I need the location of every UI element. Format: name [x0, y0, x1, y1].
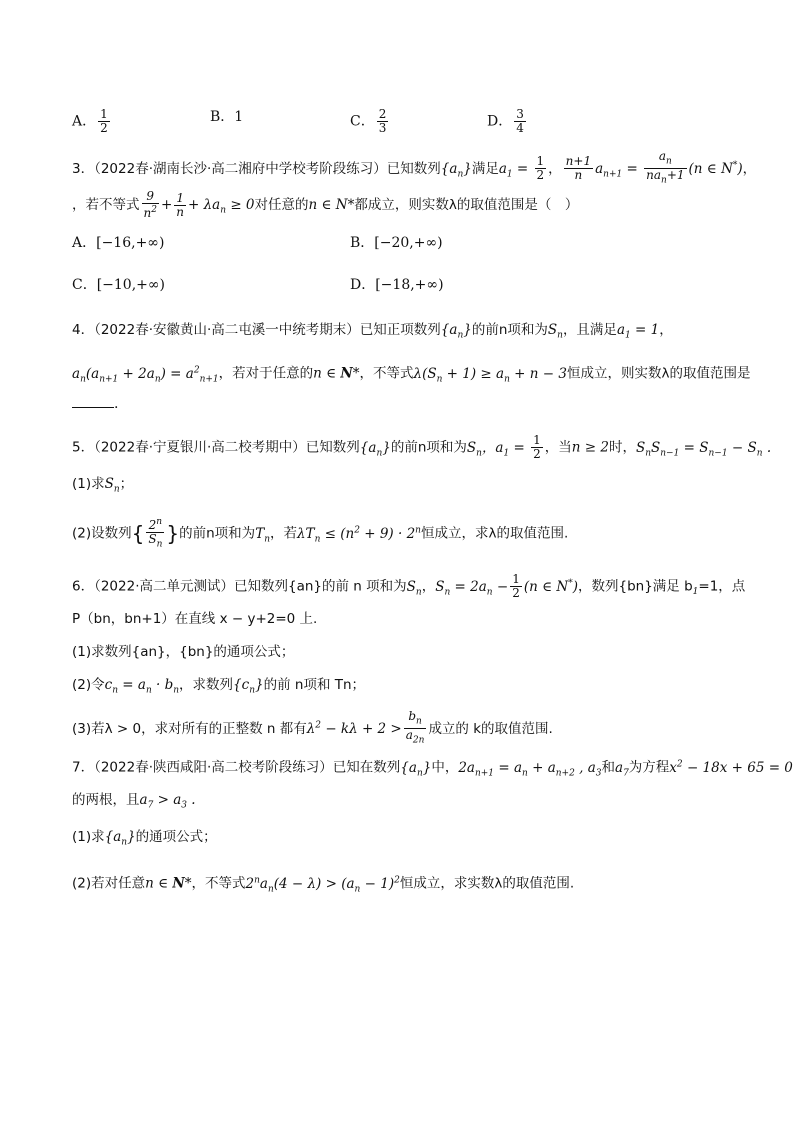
fraction: [98, 108, 110, 135]
q3-line1: 3．（2022春·湖南长沙·高二湘府中学校考阶段练习）已知数列$\{a_n\}$满足$a_1$ = $\frac{1}{2}$ ， $\frac{n+1}{n}$ $a_{n+1}$ = $\frac{a_n}{na_n+1}$ (n ∈ N*)，: [72, 149, 757, 186]
q6-line1: 6．（2022·高二单元测试）已知数列{an}的前 n 项和为$S_n$，$S_n = 2a_n$ − $\frac{1}{2}$ (n ∈ N*)，数列{bn}满足 $b_1=1$，点: [72, 572, 746, 600]
answer-blank: [72, 395, 114, 408]
text: 恒成立，则实数λ的取值范围是: [566, 365, 751, 382]
math: $a_7$: [615, 759, 629, 779]
fraction-num: 3: [516, 107, 524, 121]
math: n ∈ N*: [313, 365, 360, 382]
q6-part1: (1)求数列{an}，{bn}的通项公式；: [72, 644, 295, 660]
q3-option-d: D．[−18,+∞): [350, 277, 444, 293]
math: $a_1$ =: [498, 160, 533, 180]
brace: {: [131, 521, 145, 546]
q5-part2: [72, 516, 568, 551]
math: $S_n$，$a_1$ =: [466, 439, 530, 459]
math: (n ∈ N*): [523, 578, 578, 595]
fraction: $\frac{1}{n}$: [176, 190, 185, 219]
text: ，且满足: [562, 322, 617, 338]
option-label: B．: [210, 109, 235, 125]
fraction: $\frac{2^n}{S_n}$: [148, 517, 163, 550]
question-number: 6．: [72, 578, 95, 595]
q6-part2: [72, 675, 365, 701]
math: $2^na_n(4 - \lambda) > (a_n - 1)^2$: [245, 875, 400, 895]
text: =1，点: [698, 578, 746, 595]
math: $S_nS_{n-1} = S_{n-1} - S_n$ .: [635, 439, 772, 459]
text: 的通项公式；: [135, 829, 217, 845]
text: ，当: [544, 439, 572, 456]
text: (2)若对任意: [72, 875, 146, 892]
option-label: A．: [72, 113, 97, 130]
question-number: 3．: [72, 160, 95, 177]
math: $\{a_n\}$: [400, 759, 432, 779]
q3-option-c: C．[−10,+∞): [72, 277, 166, 293]
math: (n ∈ N*): [688, 160, 743, 177]
fraction: $\frac{9}{n^2}$: [143, 189, 157, 220]
question-source: （2022·高二单元测试）: [94, 578, 234, 595]
fraction: $\frac{1}{2}$: [533, 433, 541, 461]
q4-blank-line: .: [72, 394, 118, 414]
text: 恒成立，求λ的取值范围.: [420, 525, 569, 542]
q6-line2: P（bn，bn+1）在直线 x − y+2=0 上.: [72, 611, 318, 627]
fraction: $\frac{n+1}{n}$: [565, 154, 592, 183]
text: 都成立，则实数λ的取值范围是（ ）: [354, 197, 579, 213]
text: 和: [601, 759, 615, 776]
q7-line1: [72, 754, 793, 783]
text: ，若对于任意的: [218, 365, 314, 382]
text: 的前n项和为: [179, 525, 256, 542]
q7-part1: [72, 827, 217, 853]
text: 已知在数列: [332, 759, 401, 776]
math: $a_{n+1}$ =: [595, 160, 643, 180]
question-source: （2022春·湖南长沙·高二湘府中学校考阶段练习）: [94, 160, 387, 177]
q4-line2: [72, 360, 750, 389]
text: (3)若λ > 0，求对所有的正整数 n 都有: [72, 720, 307, 737]
math: $c_n = a_n \cdot b_n$: [104, 677, 180, 696]
math: n ∈ N*: [145, 875, 192, 892]
q2-option-c: [350, 108, 390, 135]
text: 已知数列: [305, 439, 360, 456]
text: 的前 n项和 Tn；: [263, 677, 366, 693]
question-source: （2022春·陕西咸阳·高二校考阶段练习）: [94, 759, 333, 776]
q4-line1: 4．（2022春·安徽黄山·高二屯溪一中统考期末）已知正项数列$\{a_n\}$的前n项和为$S_n$，且满足$a_1 = 1$，: [72, 322, 673, 341]
math: $\lambda^2 - k\lambda + 2$ >: [306, 720, 402, 737]
math: $a_n(a_{n+1} + 2a_n) = a^2_{n+1}$: [72, 365, 219, 385]
math: $S_n$: [406, 578, 422, 598]
q3-option-a: A．[−16,+∞): [72, 235, 165, 251]
question-number: 5．: [72, 439, 95, 456]
math: $S_n$: [547, 322, 563, 341]
math: $\lambda(S_n + 1) \ge a_n + n - 3$: [413, 365, 567, 385]
text: ，求数列: [179, 677, 234, 693]
fraction-den: 3: [378, 121, 387, 135]
text: 时，: [608, 439, 636, 456]
math: n ≥ 2: [571, 439, 609, 456]
text: 成立的 k的取值范围.: [428, 720, 553, 737]
q3-option-b: B．[−20,+∞): [350, 235, 443, 251]
fraction: $\frac{a_n}{na_n+1}$: [646, 149, 685, 186]
fraction-num: 1: [100, 107, 108, 121]
text: 已知正项数列: [359, 322, 441, 338]
q5-part1: (1)求$S_n$；: [72, 476, 134, 495]
math: $2a_{n+1} = a_n + a_{n+2}$ , $a_3$: [458, 759, 602, 779]
text: 中，: [431, 759, 459, 776]
q5-line1: [72, 434, 771, 463]
fraction: [514, 108, 526, 135]
text: (2)设数列: [72, 525, 132, 542]
math: + $\lambda a_n \ge 0$: [188, 197, 255, 216]
text: ，不等式: [191, 875, 246, 892]
q7-part2: [72, 870, 574, 899]
math: $\{c_n\}$: [233, 677, 264, 696]
q3-line2: [72, 190, 578, 221]
text: 恒成立，求实数λ的取值范围.: [399, 875, 575, 892]
q7-line2: [72, 790, 196, 816]
fraction: $\frac{1}{2}$: [512, 572, 520, 600]
math: $a_1 = 1$: [616, 322, 660, 341]
text: (1)求: [72, 829, 105, 845]
fraction: $\frac{1}{2}$: [536, 154, 545, 183]
math: $S_n$: [104, 476, 120, 495]
text: ，若不等式: [72, 197, 140, 213]
fraction: $\frac{b_n}{a_{2n}}$: [405, 709, 425, 746]
math: $\{a_n\}$: [440, 160, 472, 180]
math: $T_n$: [255, 525, 270, 545]
text: 的前n项和为: [471, 322, 548, 338]
text: 的两根，且: [72, 792, 140, 808]
option-label: D．: [487, 113, 513, 130]
text: 已知数列{an}的前 n 项和为: [234, 578, 407, 595]
q2-option-a: [72, 108, 112, 135]
text: ，不等式: [359, 365, 414, 382]
math: +: [160, 197, 173, 213]
text: 为方程: [628, 759, 670, 776]
fraction-num: 2: [378, 107, 387, 121]
math: $\{a_n\}$: [104, 829, 136, 848]
text: (2)令: [72, 677, 105, 693]
text: (1)求: [72, 476, 105, 492]
math: $x^2 - 18x + 65 = 0$: [669, 759, 793, 776]
text: 的前n项和为: [390, 439, 467, 456]
text: 对任意的: [254, 197, 309, 213]
fraction-den: 2: [100, 121, 108, 135]
fraction: [377, 108, 389, 135]
text: 满足: [471, 160, 499, 177]
math: n ∈ N*: [308, 197, 355, 213]
q6-part3: [72, 710, 553, 748]
question-source: （2022春·安徽黄山·高二屯溪一中统考期末）: [94, 322, 360, 338]
question-source: （2022春·宁夏银川·高二校考期中）: [94, 439, 306, 456]
math: $\lambda T_n \le (n^2 + 9) \cdot 2^n$: [297, 525, 421, 545]
fraction-den: 4: [516, 121, 524, 135]
text: ，若: [270, 525, 297, 542]
option-label: C．: [350, 113, 375, 130]
question-number: 7．: [72, 759, 95, 776]
math: $S_n = 2a_n$ −: [435, 578, 509, 598]
math: $a_7 > a_3$ .: [139, 792, 196, 811]
text: 已知数列: [386, 160, 441, 177]
q2-option-d: [487, 108, 528, 135]
text: ，数列{bn}满足 b: [577, 578, 693, 595]
math: $\{a_n\}$: [440, 322, 472, 341]
brace: }: [166, 521, 180, 546]
math: $\{a_n\}$: [359, 439, 391, 459]
option-value: 1: [234, 109, 244, 125]
question-number: 4．: [72, 322, 95, 338]
q2-option-b: [210, 107, 243, 127]
math: ，: [548, 160, 562, 177]
